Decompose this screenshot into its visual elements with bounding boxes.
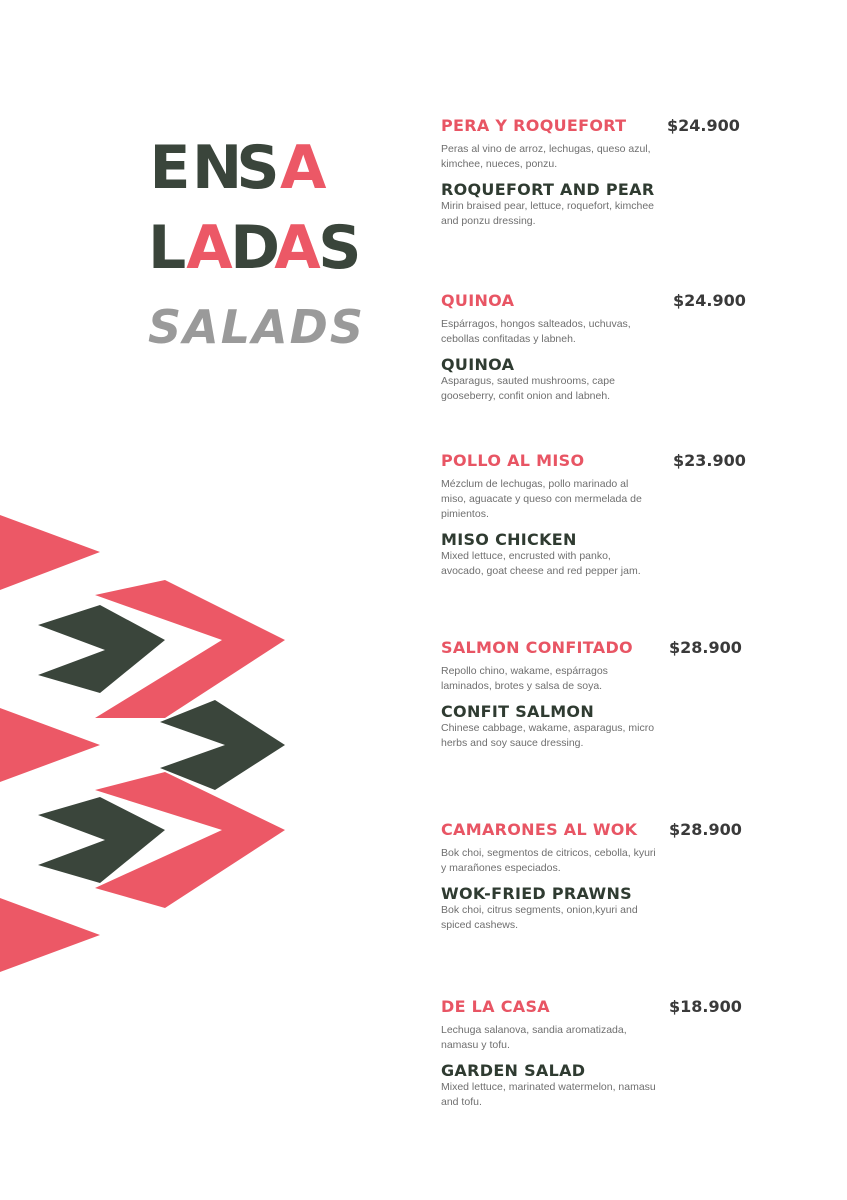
title-letter: A — [274, 213, 321, 283]
item-price: $18.900 — [669, 997, 742, 1016]
item-name-es: CAMARONES AL WOK — [441, 820, 638, 839]
item-description-en: Mirin braised pear, lettuce, roquefort, kimchee and ponzu dressing. — [441, 200, 655, 227]
menu-item — [441, 638, 751, 751]
red-triangle — [0, 898, 100, 972]
title-letter: L — [148, 213, 187, 283]
item-name-en: MISO CHICKEN — [441, 530, 577, 549]
item-name-en: WOK-FRIED PRAWNS — [441, 884, 632, 903]
decorative-chevrons — [0, 510, 300, 980]
menu-title — [148, 128, 362, 288]
menu-item — [441, 451, 751, 579]
title-line-2 — [148, 208, 362, 288]
title-line-1 — [148, 128, 348, 208]
item-price: $28.900 — [669, 820, 742, 839]
menu-subtitle: SALADS — [148, 300, 365, 354]
item-name-es: POLLO AL MISO — [441, 451, 585, 470]
title-letter: S — [318, 213, 362, 283]
title-letter: D — [230, 213, 281, 283]
item-description-es: Mézclum de lechugas, pollo marinado al miso, aguacate y queso con mermelada de pimientos. — [441, 478, 642, 520]
menu-item — [441, 116, 751, 229]
title-letter: E — [149, 133, 191, 203]
title-letter: A — [186, 213, 233, 283]
red-triangle — [0, 515, 100, 590]
item-description-es: Repollo chino, wakame, espárragos laminados, brotes y salsa de soya. — [441, 665, 608, 692]
menu-item — [441, 997, 751, 1110]
item-price: $23.900 — [673, 451, 746, 470]
green-chevron — [160, 700, 285, 790]
item-name-es: DE LA CASA — [441, 997, 550, 1016]
item-name-en: GARDEN SALAD — [441, 1061, 586, 1080]
item-description-en: Mixed lettuce, encrusted with panko, avocado, goat cheese and red pepper jam. — [441, 550, 641, 577]
item-price: $24.900 — [673, 291, 746, 310]
item-description-es: Bok choi, segmentos de citricos, cebolla, kyuri y marañones especiados. — [441, 847, 656, 874]
item-description-es: Peras al vino de arroz, lechugas, queso azul, kimchee, nueces, ponzu. — [441, 143, 651, 170]
menu-item — [441, 291, 751, 404]
item-description-en: Mixed lettuce, marinated watermelon, namasu and tofu. — [441, 1081, 656, 1108]
item-name-es: PERA Y ROQUEFORT — [441, 116, 627, 135]
item-price: $28.900 — [669, 638, 742, 657]
item-description-es: Espárragos, hongos salteados, uchuvas, cebollas confitadas y labneh. — [441, 318, 631, 345]
item-price: $24.900 — [667, 116, 740, 135]
item-description-es: Lechuga salanova, sandia aromatizada, namasu y tofu. — [441, 1024, 627, 1051]
item-name-en: ROQUEFORT AND PEAR — [441, 180, 655, 199]
item-description-en: Bok choi, citrus segments, onion,kyuri and spiced cashews. — [441, 904, 638, 931]
item-description-en: Asparagus, sauted mushrooms, cape gooseberry, confit onion and labneh. — [441, 375, 615, 402]
green-chevron — [38, 605, 165, 693]
title-letter: N — [192, 133, 243, 203]
red-triangle — [0, 708, 100, 782]
menu-item — [441, 820, 751, 933]
item-description-en: Chinese cabbage, wakame, asparagus, micro herbs and soy sauce dressing. — [441, 722, 655, 749]
item-name-es: QUINOA — [441, 291, 515, 310]
title-letter: A — [280, 133, 327, 203]
title-letter: S — [236, 133, 280, 203]
item-name-en: CONFIT SALMON — [441, 702, 595, 721]
item-name-es: SALMON CONFITADO — [441, 638, 633, 657]
item-name-en: QUINOA — [441, 355, 515, 374]
